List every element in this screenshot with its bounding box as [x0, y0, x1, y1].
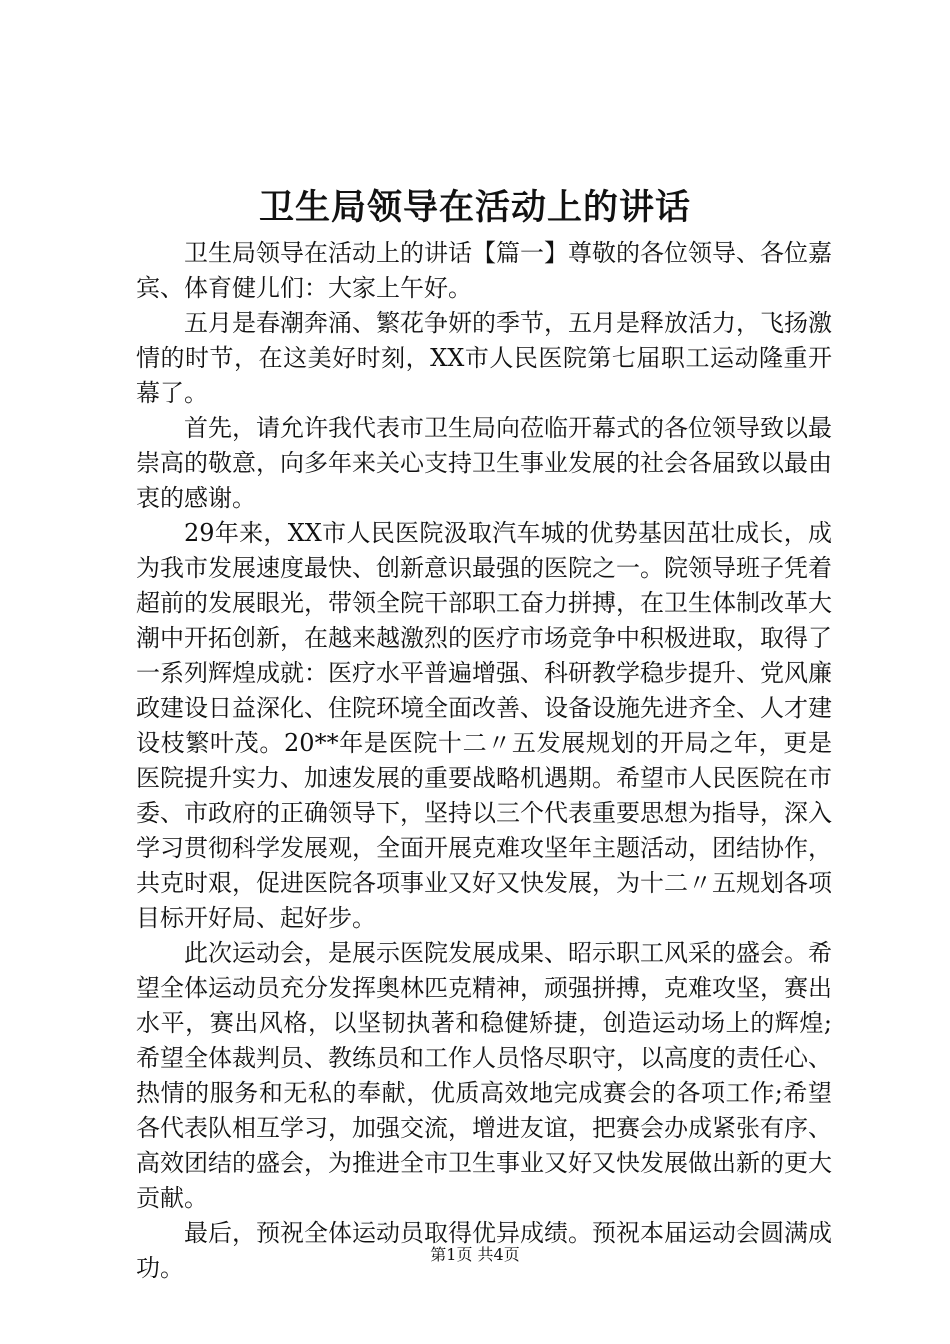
paragraph-3: 首先，请允许我代表市卫生局向莅临开幕式的各位领导致以最崇高的敬意，向多年来关心支持卫生事业发展的社会各届致以最由衷的感谢。 [136, 414, 832, 512]
paragraph-4: 29年来，XX市人民医院汲取汽车城的优势基因茁壮成长，成为我市发展速度最快、创新意识最强的医院之一。院领导班子凭着超前的发展眼光，带领全院干部职工奋力拼搏，在卫生体制改革大潮中开拓创新，在越来越激烈的医疗市场竞争中积极进取，取得了一系列辉煌成就：医疗水平普遍增强、科研教学稳步提升、党风廉政建设日益深化、住院环境全面改善、设备设施先进齐全、人才建设枝繁叶茂。20**年是医院十二〃五发展规划的开局之年，更是医院提升实力、加速发展的重要战略机遇期。希望市人民医院在市委、市政府的正确领导下，坚持以三个代表重要思想为指导，深入学习贯彻科学发展观，全面开展克难攻坚年主题活动，团结协作，共克时艰，促进医院各项事业又好又快发展，为十二〃五规划各项目标开好局、起好步。 [136, 519, 832, 932]
paragraph-2: 五月是春潮奔涌、繁花争妍的季节，五月是释放活力，飞扬激情的时节，在这美好时刻，XX市人民医院第七届职工运动隆重开幕了。 [136, 309, 832, 407]
document-title: 卫生局领导在活动上的讲话 [258, 187, 691, 228]
document-body [136, 236, 832, 1286]
paragraph-5: 此次运动会，是展示医院发展成果、昭示职工风采的盛会。希望全体运动员充分发挥奥林匹克精神，顽强拼搏，克难攻坚，赛出水平，赛出风格，以坚韧执著和稳健矫捷，创造运动场上的辉煌;希望全体裁判员、教练员和工作人员恪尽职守，以高度的责任心、热情的服务和无私的奉献，优质高效地完成赛会的各项工作;希望各代表队相互学习，加强交流，增进友谊，把赛会办成紧张有序、高效团结的盛会，为推进全市卫生事业又好又快发展做出新的更大贡献。 [136, 939, 832, 1212]
page-number-footer: 第1页 共4页 [430, 1245, 520, 1264]
paragraph-6: 最后，预祝全体运动员取得优异成绩。预祝本届运动会圆满成功。 [136, 1219, 832, 1282]
paragraph-1: 卫生局领导在活动上的讲话【篇一】尊敬的各位领导、各位嘉宾、体育健儿们：大家上午好。 [136, 239, 832, 302]
